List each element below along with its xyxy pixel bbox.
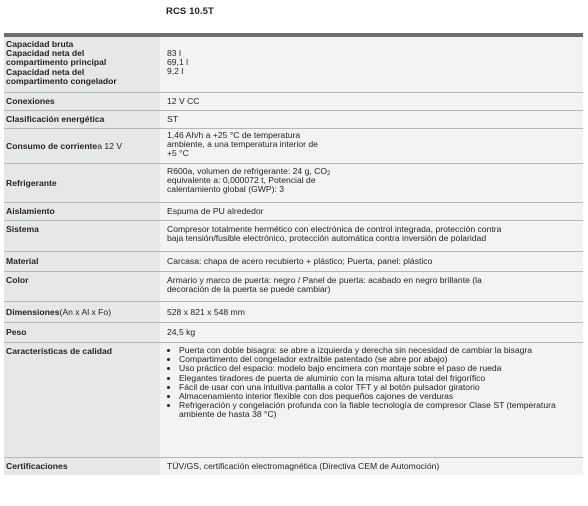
- spec-row-capacity: [4, 37, 583, 93]
- spec-label: Aislamiento: [4, 203, 160, 220]
- value-line: Compresor totalmente hermético con electrónica de control integrada, protección contra: [167, 224, 502, 234]
- spec-row-connections: [4, 93, 583, 111]
- value-net-freezer: 9,2 l: [167, 66, 184, 77]
- value-line: equivalente a: 0,000072 t, Potencial de: [167, 175, 316, 186]
- value-line: ambiente, a una temperatura interior de: [167, 139, 318, 150]
- spec-row-quality-features: [4, 343, 583, 458]
- spec-label: [4, 129, 160, 163]
- spec-label: Material: [4, 252, 160, 271]
- spec-row-insulation: [4, 203, 583, 221]
- spec-value: 528 x 821 x 548 mm: [160, 302, 583, 322]
- spec-row-dimensions: [4, 302, 583, 323]
- value-line: baja tensión/fusible electrónico, protección automática contra inversión de polaridad: [167, 233, 487, 244]
- feature-list: [167, 346, 579, 420]
- spec-value: TÜV/GS, certificación electromagnética (Directiva CEM de Automoción): [160, 458, 583, 475]
- spec-row-system: [4, 221, 583, 252]
- value-line: 1,46 Ah/h a +25 °C de temperatura: [167, 130, 301, 140]
- header: [0, 0, 588, 32]
- spec-value: Carcasa: chapa de acero recubierto + plástico; Puerta, panel: plástico: [160, 252, 583, 271]
- spec-row-weight: [4, 323, 583, 343]
- list-item: • Almacenamiento interior flexible con dos pequeños cajones de verduras: [179, 392, 579, 401]
- spec-value: 24,5 kg: [160, 323, 583, 342]
- spec-label: Certificaciones: [4, 458, 160, 475]
- label-net-main-2: compartimento principal: [6, 57, 107, 68]
- spec-label: [4, 302, 160, 322]
- model-name: RCS 10.5T: [166, 6, 214, 17]
- spec-value: [160, 129, 583, 163]
- refrigerant-line-1: R600a, volumen de refrigerante: 24 g, CO: [167, 166, 328, 176]
- value-line: decoración de la puerta se puede cambiar): [167, 284, 331, 295]
- spec-value: [160, 221, 583, 251]
- subscript: 2: [327, 171, 331, 177]
- spec-row-energy-class: [4, 111, 583, 129]
- spec-row-material: [4, 252, 583, 272]
- label-main: Dimensiones: [6, 306, 60, 317]
- label-net-freezer-2: compartimento congelador: [6, 75, 117, 86]
- spec-label: Clasificación energética: [4, 111, 160, 128]
- label-qualifier: a 12 V: [97, 140, 123, 151]
- value-line: calentamiento global (GWP): 3: [167, 184, 285, 195]
- spec-value-capacity: [160, 37, 583, 92]
- spec-label: Conexiones: [4, 93, 160, 110]
- value-net-main: 69,1 l: [167, 57, 189, 68]
- list-item: • Elegantes tiradores de puerta de aluminio con la misma altura total del frigorífico: [179, 374, 579, 383]
- label-net-main-1: Capacidad neta del: [6, 48, 85, 59]
- list-item: • Uso práctico del espacio: modelo bajo encimera con montaje sobre el paso de rueda: [179, 364, 579, 373]
- value-line: Armario y marco de puerta: negro / Panel de puerta: acabado en negro brillante (la: [167, 275, 482, 285]
- label-gross-capacity: Capacidad bruta: [6, 39, 74, 49]
- value-line: +5 °C: [167, 148, 189, 159]
- list-item: • Fácil de usar con una intuitiva pantalla a color TFT y al botón pulsador giratorio: [179, 383, 579, 392]
- spec-label-capacity: [4, 37, 160, 92]
- spec-label: Sistema: [4, 221, 160, 251]
- spec-row-certifications: [4, 458, 583, 475]
- spec-label: Refrigerante: [4, 164, 160, 202]
- spec-label: Características de calidad: [4, 343, 160, 457]
- spec-value: [160, 272, 583, 301]
- value-gross-capacity: 83 l: [167, 48, 181, 58]
- spec-value: Espuma de PU alrededor: [160, 203, 583, 220]
- spec-value: [160, 343, 583, 457]
- label-qualifier: (An x Al x Fo): [59, 306, 112, 317]
- spec-value: ST: [160, 111, 583, 128]
- list-item: • Refrigeración y congelación profunda con la fiable tecnología de compresor Clase ST (temperatura ambiente de hasta 38 °C): [179, 401, 579, 419]
- spec-value: 12 V CC: [160, 93, 583, 110]
- spec-label: Peso: [4, 323, 160, 342]
- spec-row-refrigerant: [4, 164, 583, 203]
- label-main: Consumo de corriente: [6, 140, 98, 151]
- spec-label: Color: [4, 272, 160, 301]
- spec-row-color: [4, 272, 583, 302]
- spec-row-power-consumption: [4, 129, 583, 164]
- spec-table: [4, 37, 583, 475]
- list-item: • Puerta con doble bisagra: se abre a izquierda y derecha sin necesidad de cambiar la bisagra: [179, 346, 579, 355]
- label-net-freezer-1: Capacidad neta del: [6, 66, 85, 77]
- spec-value: [160, 164, 583, 202]
- list-item: • Compartimento del congelador extraíble patentado (se abre por abajo): [179, 355, 579, 364]
